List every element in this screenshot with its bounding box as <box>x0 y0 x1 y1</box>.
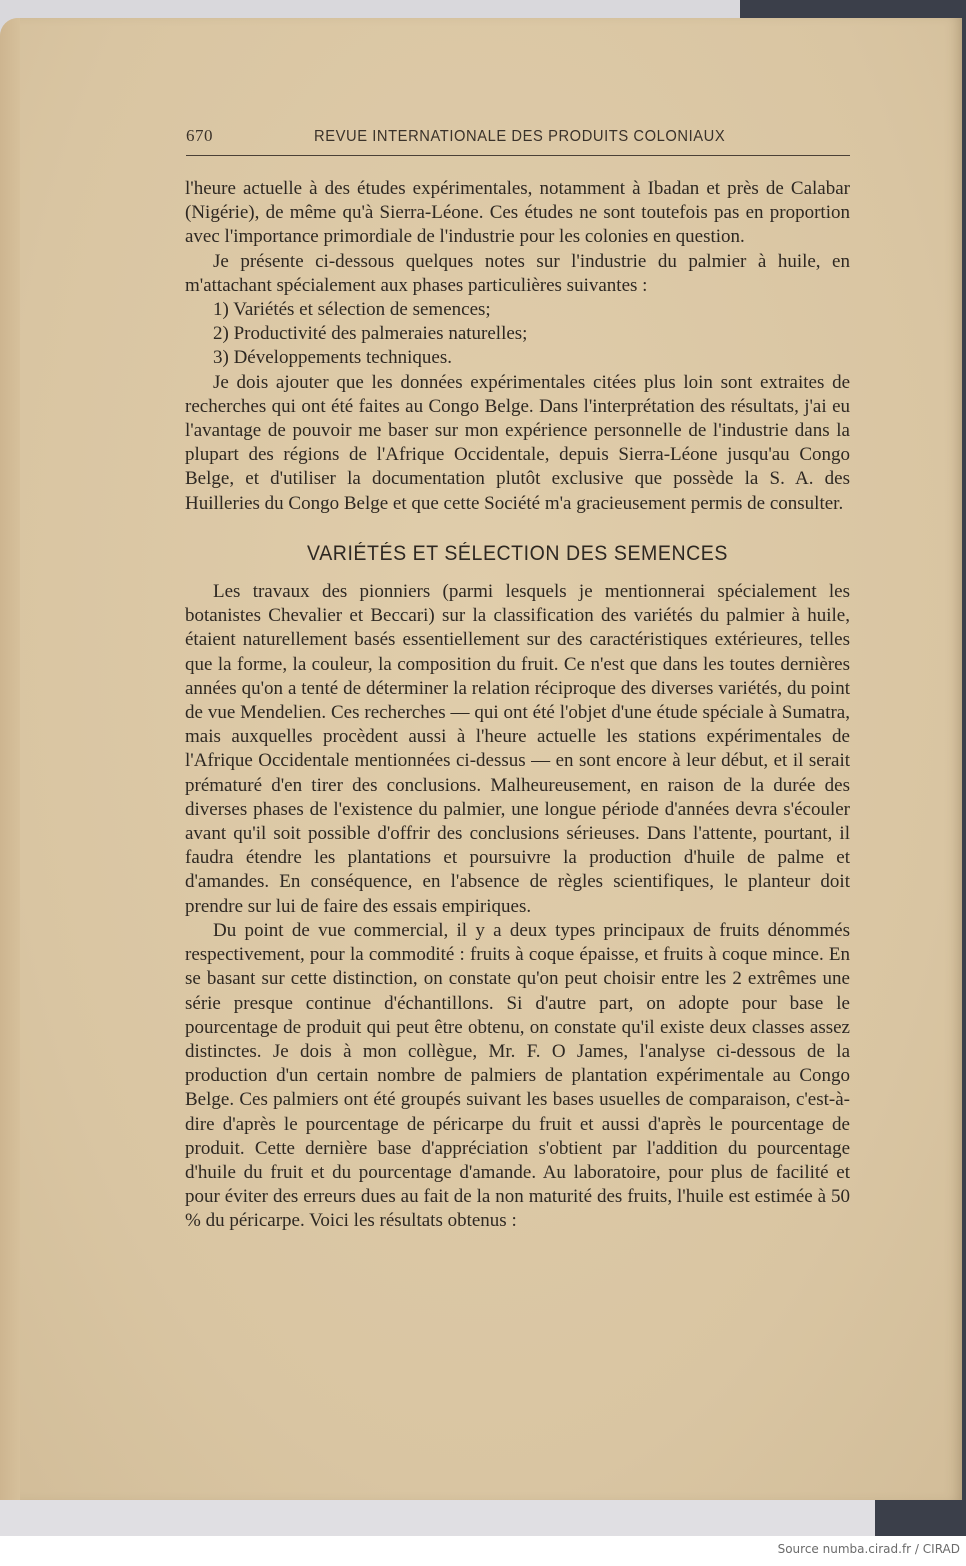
book-cover-bottom <box>875 1500 966 1536</box>
list-item: 2) Productivité des palmeraies naturelles; <box>213 323 528 345</box>
page-gutter-edge <box>0 18 20 1500</box>
article-body <box>185 177 850 1234</box>
running-header <box>186 124 850 150</box>
section-heading: VARIÉTÉS ET SÉLECTION DES SEMENCES <box>307 541 728 565</box>
paragraph: Du point de vue commercial, il y a deux types principaux de fruits dénommés respectivement, pour la commodité : fruits à coque épaisse, et fruits à coque mince. En se basant sur cette distinction, on constate qu'on peut choisir entre les 2 extrêmes une série presque continue d'échantillons. Si d'autre part, on adopte pour base le pourcentage de produit qui peut être obtenu, on constate qu'il existe deux classes assez distinctes. Je dois à mon collègue, Mr. F. O James, l'analyse ci-dessous de la production d'un certain nombre de palmiers de plantation expérimentale au Congo Belge. Ces palmiers ont été groupés suivant les bases usuelles de comparaison, c'est-à-dire d'après le pourcentage de péricarpe du fruit et aussi d'après le pourcentage de produit. Cette dernière base d'appréciation s'obtient par l'addition du pourcentage d'huile du fruit et du pourcentage d'amande. Au laboratoire, pour plus de facilité et pour éviter des erreurs dues au fait de la non maturité des fruits, l'huile est estimée à 50 % du péricarpe. Voici les résultats obtenus : <box>185 919 850 1232</box>
paragraph: Je dois ajouter que les données expérimentales citées plus loin sont extraites de recherches qui ont été faites au Congo Belge. Dans l'interprétation des résultats, j'ai eu l'avantage de pouvoir me baser sur mon expérience personnelle de l'industrie dans la plupart des régions de l'Afrique Occidentale, depuis Sierra-Léone jusqu'au Congo Belge, et d'utiliser la documentation plutôt exclusive que possède la S. A. des Huilleries du Congo Belge et que cette Société m'a gracieusement permis de consulter. <box>185 371 850 514</box>
book-cover-top <box>740 0 966 20</box>
header-rule <box>186 155 850 156</box>
paragraph: Je présente ci-dessous quelques notes sur l'industrie du palmier à huile, en m'attachant spécialement aux phases particulières suivantes : <box>185 250 850 296</box>
journal-title: REVUE INTERNATIONALE DES PRODUITS COLONIAUX <box>314 128 726 145</box>
source-credit: Source numba.cirad.fr / CIRAD <box>777 1542 960 1556</box>
list-item: 1) Variétés et sélection de semences; <box>213 299 491 321</box>
paragraph: Les travaux des pionniers (parmi lesquels je mentionnerai spécialement les botanistes Chevalier et Beccari) sur la classification des variétés du palmier à huile, étaient naturellement basés essentiellement sur des caractéristiques extérieures, telles que la forme, la couleur, la composition du fruit. Ce n'est que dans les toutes dernières années qu'on a tenté de déterminer la relation réciproque des diverses variétés, du point de vue Mendelien. Ces recherches — qui ont été l'objet d'une étude spéciale à Sumatra, mais auxquelles procèdent aussi à l'heure actuelle les stations expérimentales de l'Afrique Occidentale mentionnées ci-dessus — en sont encore à leur début, et il serait prématuré d'en tirer des conclusions. Malheureusement, en raison de la durée des diverses phases de l'existence du palmier, une longue période d'années devra s'écouler avant qu'il soit possible d'offrir des conclusions sérieuses. Dans l'attente, pourtant, il faudra étendre les plantations et poursuivre la production d'huile de palme et d'amandes. En conséquence, en l'absence de règles scientifiques, le planteur doit prendre sur lui de faire des essais empiriques. <box>185 581 850 917</box>
list-item: 3) Développements techniques. <box>213 347 453 369</box>
paragraph: l'heure actuelle à des études expérimentales, notamment à Ibadan et près de Calabar (Nigérie), de même qu'à Sierra-Léone. Ces études ne sont toutefois pas en proportion avec l'importance primordiale de l'industrie pour les colonies en question. <box>185 178 850 248</box>
page-number: 670 <box>186 126 213 145</box>
